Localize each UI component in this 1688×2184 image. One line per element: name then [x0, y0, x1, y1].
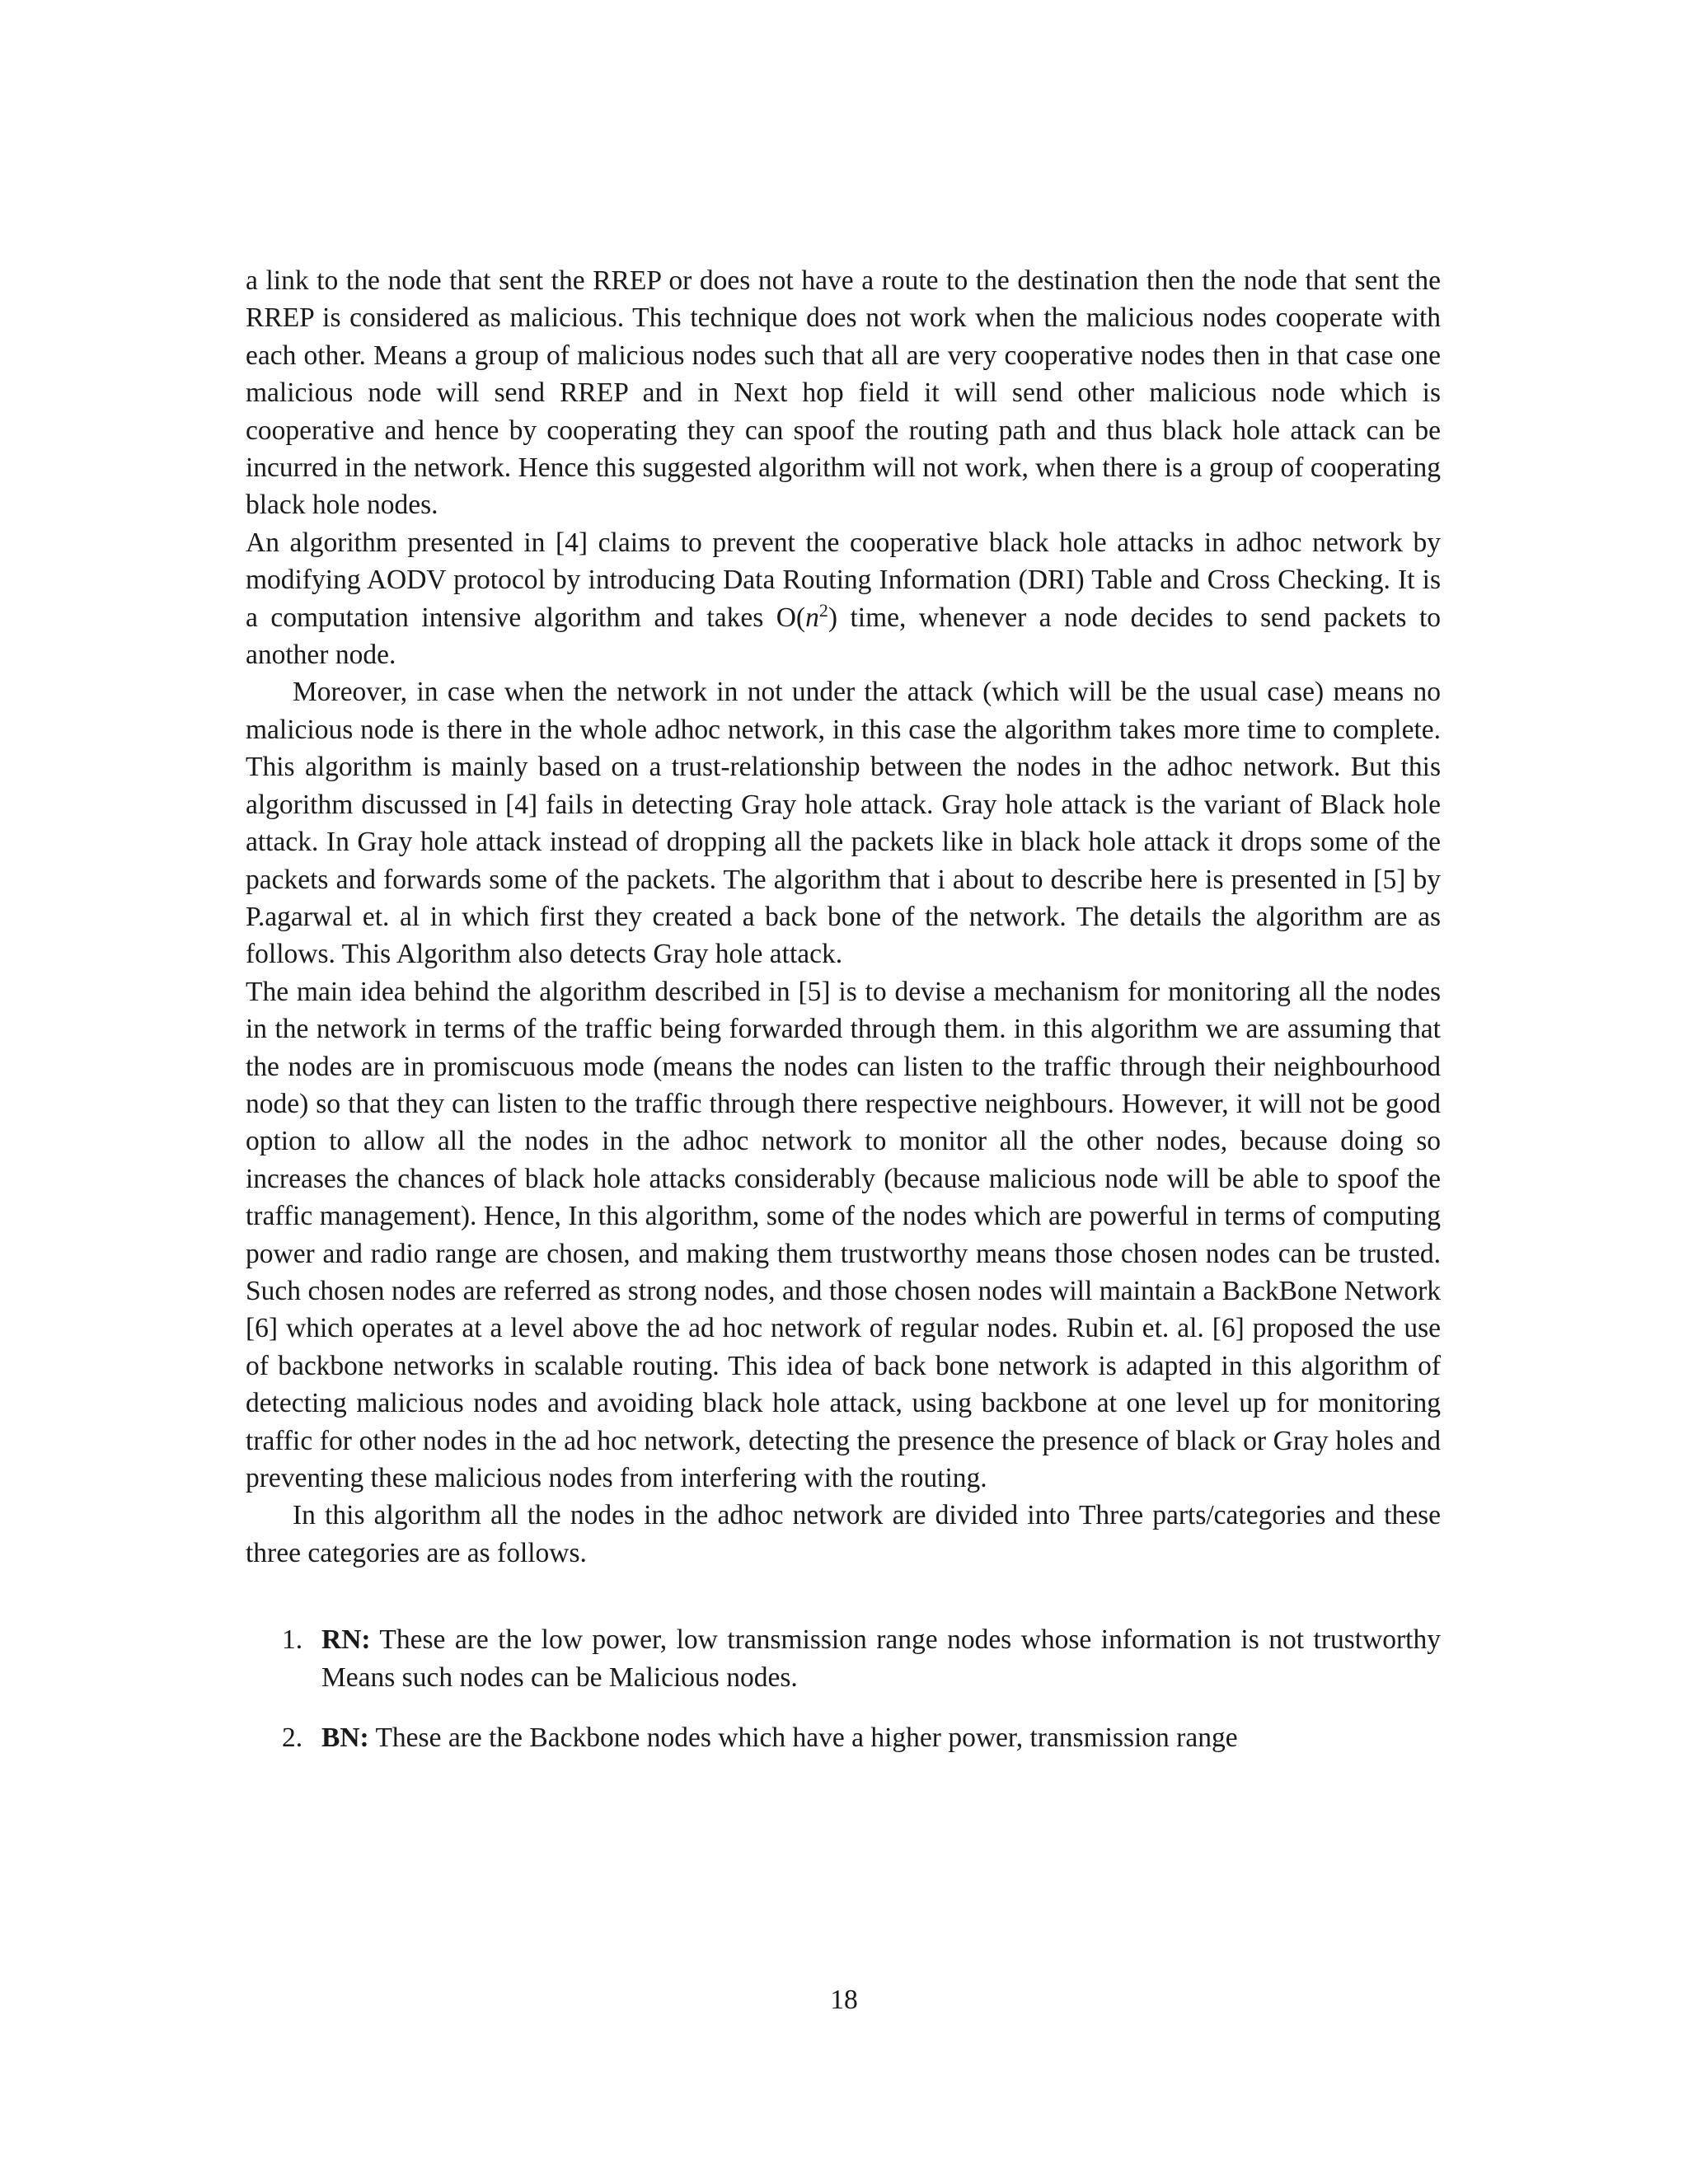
- page-body: [246, 262, 1441, 1779]
- paragraph-backbone-idea: The main idea behind the algorithm described in [5] is to devise a mechanism for monitoring all the nodes in the network in terms of the traffic being forwarded through them. in this algorithm we are assuming that the nodes are in promiscuous mode (means the nodes can listen to the traffic through their neighbourhood node) so that they can listen to the traffic through there respective neighbours. However, it will not be good option to allow all the nodes in the adhoc network to monitor all the other nodes, because doing so increases the chances of black hole attacks considerably (because malicious node will be able to spoof the traffic management). Hence, In this algorithm, some of the nodes which are powerful in terms of computing power and radio range are chosen, and making them trustworthy means those chosen nodes can be trusted. Such chosen nodes are referred as strong nodes, and those chosen nodes will maintain a BackBone Network [6] which operates at a level above the ad hoc network of regular nodes. Rubin et. al. [6] proposed the use of backbone networks in scalable routing. This idea of back bone network is adapted in this algorithm of detecting malicious nodes and avoiding black hole attack, using backbone at one level up for monitoring traffic for other nodes in the ad hoc network, detecting the presence the presence of black or Gray holes and preventing these malicious nodes from interfering with the routing.: [246, 976, 1441, 1493]
- math-variable: n: [805, 602, 819, 633]
- list-item: [246, 1719, 1441, 1756]
- math-exponent: 2: [818, 599, 828, 621]
- paragraph-categories-intro: In this algorithm all the nodes in the adhoc network are divided into Three parts/categories and these three categories are as follows.: [246, 1500, 1441, 1568]
- list-item-number: 2.: [282, 1722, 303, 1754]
- paragraph-gray-hole: Moreover, in case when the network in not under the attack (which will be the usual case) means no malicious node is there in the whole adhoc network, in this case the algorithm takes more time to complete. This algorithm is mainly based on a trust-relationship between the nodes in the adhoc network. But this algorithm discussed in [4] fails in detecting Gray hole attack. Gray hole attack is the variant of Black hole attack. In Gray hole attack instead of dropping all the packets like in black hole attack it drops some of the packets and forwards some of the packets. The algorithm that i about to describe here is presented in [5] by P.agarwal et. al in which first they created a back bone of the network. The details the algorithm are as follows. This Algorithm also detects Gray hole attack.: [246, 677, 1441, 970]
- node-categories-list: [246, 1621, 1441, 1756]
- page-number: 18: [830, 1985, 858, 2015]
- dri-text-after: ) time, whenever a node decides to send packets to another node.: [246, 602, 1441, 671]
- list-item-term: RN:: [321, 1624, 371, 1656]
- list-item-text: These are the low power, low transmission range nodes whose information is not trustworthy Means such nodes can be Malicious nodes.: [321, 1624, 1441, 1693]
- list-item-text: These are the Backbone nodes which have a higher power, transmission range: [368, 1722, 1238, 1754]
- list-item-term: BN:: [321, 1722, 369, 1754]
- paragraph-dri-algorithm: [246, 524, 1441, 674]
- list-item: [246, 1621, 1441, 1696]
- paragraph-rrep-technique: a link to the node that sent the RREP or does not have a route to the destination then the node that sent the RREP is considered as malicious. This technique does not work when the malicious nodes cooperate with each other. Means a group of malicious nodes such that all are very cooperative nodes then in that case one malicious node will send RREP and in Next hop field it will send other malicious node which is cooperative and hence by cooperating they can spoof the routing path and thus black hole attack can be incurred in the network. Hence this suggested algorithm will not work, when there is a group of cooperating black hole nodes.: [246, 265, 1441, 521]
- dri-text-before: An algorithm presented in [4] claims to prevent the cooperative black hole attacks in adhoc network by modifying AODV protocol by introducing Data Routing Information (DRI) Table and Cross Checking. It is a computation intensive algorithm and takes O(: [246, 527, 1441, 633]
- list-item-number: 1.: [282, 1624, 303, 1656]
